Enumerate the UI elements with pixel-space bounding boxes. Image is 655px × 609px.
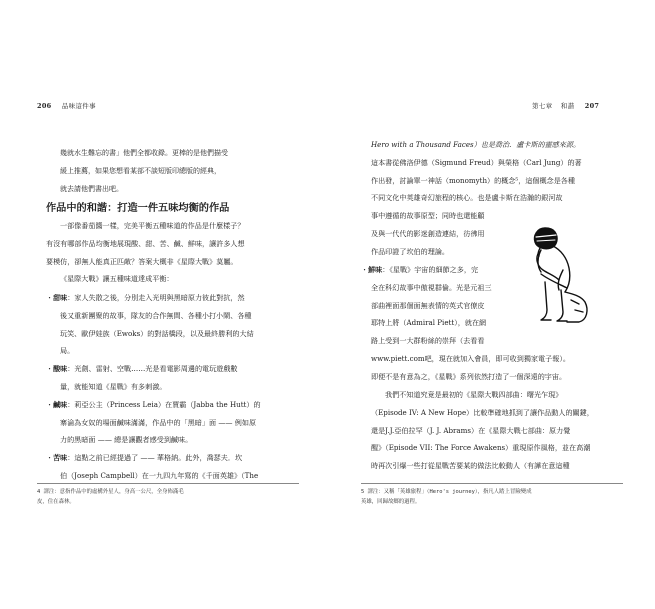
text-line: 時再次引爆一些打從星戰苦要某的做法比較動人（有譁在意這種 bbox=[371, 461, 570, 471]
text-line: 事中遵循的故事原型；同時也還能顧 bbox=[371, 211, 485, 221]
chapter-label: 第七章 bbox=[532, 102, 553, 110]
intro-paragraph bbox=[46, 217, 245, 288]
text-line: 還是J.J.亞伯拉罕（J. J. Abrams）在《星際大戰七部曲：原力覺 bbox=[371, 425, 571, 435]
right-page-number: 207 bbox=[584, 102, 600, 110]
text-line: 耶特上將（Admiral Piett），就在網 bbox=[371, 318, 487, 328]
list-item-salty: ・鹹味：莉亞公主（Princess Leia）在賈霸（Jabba the Hutt）的 bbox=[46, 399, 261, 409]
footnote-rule bbox=[37, 483, 299, 484]
text-line: 這本書從佛洛伊德（Sigmund Freud）與榮格（Carl Jung）的著 bbox=[371, 157, 582, 167]
flavor-list bbox=[46, 289, 261, 485]
text-line: ：光劍、雷射、空戰……光是看電影周邊的電玩遊戲數 bbox=[67, 364, 238, 374]
quote-line: 幾就水生難忘的書」他們全都收錄。更棒的是他們描受 bbox=[60, 149, 228, 157]
left-page-number: 206 bbox=[37, 102, 52, 110]
text-line: 部曲裡面那個面無表情的英式官僚皮 bbox=[371, 300, 485, 310]
text-line: ：莉亞公主（Princess Leia）在賈霸（Jabba the Hutt）的 bbox=[67, 399, 261, 409]
text-line: 後又重新團聚的故事，隊友的合作無間、各種小打小鬧、各種 bbox=[60, 310, 252, 320]
text-line: 及與一代代的影迷創造連結，彷彿用 bbox=[371, 228, 485, 238]
footnote bbox=[37, 488, 184, 507]
list-item-sweet: ・甜味：家人失散之後，分別走入光明與黑暗原力彼此對抗，然 bbox=[46, 293, 245, 302]
footnote-line: 4 譯注：意指作品中的虛構外星人，身高一公尺，全身佈滿毛 bbox=[37, 489, 184, 495]
footnote bbox=[361, 488, 532, 507]
text-line: 寨淪為女奴的場面鹹味滿滿，作品中的「黑暗」面 —— 例如原 bbox=[60, 417, 257, 427]
footnote-line: 皮，住在森林。 bbox=[37, 498, 75, 505]
bullet-label: 酸味 bbox=[53, 364, 68, 374]
quote-line: 緩上推薦，如果您想看某部不談短版印總版的經典， bbox=[60, 166, 221, 175]
chapter-title: 和諧 bbox=[560, 102, 575, 110]
quote-block bbox=[60, 145, 228, 198]
text-line: 一部像番茄醬一樣，完美平衡五種味道的作品是什麼樣子？ bbox=[60, 221, 245, 230]
text-line: 力的黑暗面 —— 總是讓觀者感受到鹹味。 bbox=[60, 435, 193, 445]
text-line: 局。 bbox=[60, 346, 75, 356]
text-line: 即便不是有意為之，《星戰》系列依然打造了一個深遠的宇宙。 bbox=[371, 371, 567, 381]
text-line: 《星際大戰》讓五種味道達成平衡： bbox=[60, 274, 174, 284]
footnote-rule bbox=[361, 483, 623, 484]
right-page bbox=[327, 0, 655, 609]
text-line: 伯（Joseph Campbell）在一九四九年寫的《千面英雄》（The bbox=[60, 470, 259, 480]
text-line: ・鮮味：《星戰》宇宙的細節之多，完 bbox=[361, 265, 479, 274]
text-line: 全在科幻故事中傲視群倫。光是元祖三 bbox=[371, 282, 492, 292]
footnote-line: 5 譯注：又稱「英雄旅程」（Hero's journey），指凡人踏上冒險變成 bbox=[361, 489, 532, 495]
right-page-header bbox=[532, 101, 599, 110]
section-heading: 作品中的和諧：打造一件五味均衡的作品 bbox=[46, 203, 230, 214]
text-line: 我們不知道究竟是最初的《星際大戰四部曲：曙光乍現》 bbox=[385, 390, 563, 399]
text-line: （Episode IV: A New Hope）比較準確地抓到了讓作品動人的關鍵， bbox=[371, 407, 594, 417]
text-line: ：這點之前已經提過了 —— 華格納。此外，喬瑟夫．坎 bbox=[67, 453, 243, 463]
text-line: ：《星戰》宇宙的細節之多，完 bbox=[382, 265, 479, 274]
bullet-label: 苦味 bbox=[53, 453, 68, 463]
text-line: 量，就能知道《星戰》有多刺激。 bbox=[60, 381, 167, 391]
list-item-sour: ・酸味：光劍、雷射、空戰……光是看電影周邊的電玩遊戲數 bbox=[46, 364, 238, 374]
text-line: 不同文化中英雄奇幻旅程的核心。也是盧卡斯在浩瀚的銀河故 bbox=[371, 193, 563, 203]
bullet-label: 鹹味 bbox=[53, 399, 68, 409]
footnote-line: 英雄，回歸故鄉的過程。 bbox=[361, 498, 421, 505]
text-line: 作品印證了坎伯的理論。 bbox=[371, 246, 450, 256]
text-line: 玩笑、歐伊娃族（Ewoks）的對話橋段，以及最終勝利的大結 bbox=[60, 328, 254, 338]
text-line: www.piett.com吧，現在就加入會員，即可收到獨家電子報）。 bbox=[371, 353, 570, 363]
text-line: 作出發，討論單一神話（monomyth）的概念⁵，這個概念是各種 bbox=[371, 175, 575, 185]
text-line: 要模仿，卻無人能真正匹敵？答案大概非《星際大戰》莫屬。 bbox=[46, 256, 238, 266]
closing-paragraph bbox=[371, 386, 594, 475]
quote-line: 就去請他們書出吧。 bbox=[60, 184, 123, 193]
text-line: 路上受到一大群粉絲的崇拜（去看看 bbox=[371, 336, 485, 346]
bullet-label: 鮮味 bbox=[368, 265, 383, 274]
left-running-title: 品味這件事 bbox=[61, 102, 96, 110]
bullet-label: 甜味 bbox=[53, 293, 68, 302]
text-line: 有沒有哪部作品均衡地展現酸、甜、苦、鹹、鮮味，讓許多人想 bbox=[46, 238, 245, 248]
text-line: Hero with a Thousand Faces）也是喬治．盧卡斯的靈感來源。 bbox=[371, 140, 581, 149]
text-line: ：家人失散之後，分別走入光明與黑暗原力彼此對抗，然 bbox=[67, 293, 245, 302]
left-page bbox=[0, 0, 327, 609]
thinker-illustration bbox=[515, 222, 595, 326]
left-page-header bbox=[37, 101, 96, 110]
list-item-bitter: ・苦味：這點之前已經提過了 —— 華格納。此外，喬瑟夫．坎 bbox=[46, 453, 243, 463]
text-line: 醒》（Episode VII: The Force Awakens）重現原作風格，並在高潮 bbox=[371, 443, 591, 453]
